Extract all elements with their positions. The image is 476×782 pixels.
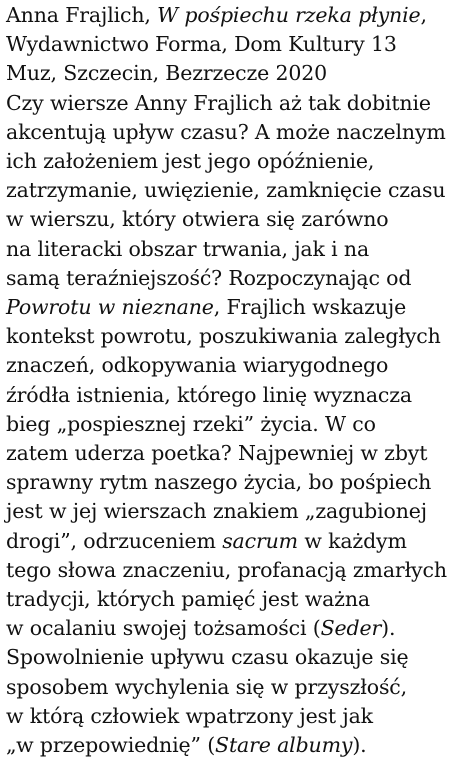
- text-segment: sposobem wychylenia się w przyszłość,: [6, 674, 408, 699]
- text-line: [6, 497, 474, 526]
- italic-text-segment: Powrotu w nieznane: [6, 295, 214, 320]
- text-segment: , Frajlich wskazuje: [213, 295, 407, 320]
- text-line: [6, 614, 474, 643]
- text-segment: sprawny rytm naszego życia, bo pośpiech: [6, 470, 432, 495]
- text-segment: „w przepowiednię” (: [6, 733, 216, 758]
- text-line: [6, 351, 474, 380]
- text-line: [6, 205, 474, 234]
- text-segment: w wierszu, który otwiera się zarówno: [6, 207, 389, 232]
- text-segment: samą teraźniejszość? Rozpoczynając od: [6, 265, 412, 290]
- text-segment: ).: [352, 733, 367, 758]
- text-line: [6, 673, 474, 702]
- text-segment: kontekst powrotu, poszukiwania zaległych: [6, 324, 441, 349]
- text-segment: Spowolnienie upływu czasu okazuje się: [6, 645, 409, 670]
- text-segment: Muz, Szczecin, Bezrzecze 2020: [6, 61, 328, 86]
- text-segment: Czy wiersze Anny Frajlich aż tak dobitnie: [6, 90, 431, 115]
- text-segment: ich założeniem jest jego opóźnienie,: [6, 149, 375, 174]
- text-segment: źródła istnienia, którego linię wyznacza: [6, 382, 412, 407]
- text-line: [6, 322, 474, 351]
- italic-text-segment: sacrum: [222, 528, 298, 553]
- text-segment: tradycji, których pamięć jest ważna: [6, 587, 370, 612]
- text-segment: zatrzymanie, uwięzienie, zamknięcie czasu: [6, 178, 446, 203]
- text-line: [6, 176, 474, 205]
- text-segment: znaczeń, odkopywania wiarygodnego: [6, 353, 389, 378]
- text-line: [6, 731, 474, 760]
- text-segment: na literacki obszar trwania, jak i na: [6, 236, 370, 261]
- text-segment: bieg „pospiesznej rzeki” życia. W co: [6, 411, 376, 436]
- text-line: [6, 702, 474, 731]
- text-line: [6, 643, 474, 672]
- text-line: [6, 439, 474, 468]
- text-line: [6, 147, 474, 176]
- text-line: [6, 30, 474, 59]
- text-segment: w ocalaniu swojej tożsamości (: [6, 616, 321, 641]
- text-segment: tego słowa znaczeniu, profanacją zmarłych: [6, 557, 447, 582]
- text-segment: Anna Frajlich,: [6, 3, 158, 27]
- text-line: [6, 468, 474, 497]
- text-line: [6, 410, 474, 439]
- text-line: [6, 118, 474, 147]
- text-line: [6, 264, 474, 293]
- italic-text-segment: Seder: [320, 616, 382, 641]
- text-segment: zatem uderza poetka? Najpewniej w zbyt: [6, 441, 428, 466]
- text-line: [6, 59, 474, 88]
- text-segment: Wydawnictwo Forma, Dom Kultury 13: [6, 32, 397, 57]
- italic-text-segment: W pośpiechu rzeka płynie: [157, 3, 421, 27]
- text-segment: w którą człowiek wpatrzony jest jak: [6, 703, 373, 728]
- text-line: [6, 235, 474, 264]
- text-line: [6, 556, 474, 585]
- text-line: [6, 381, 474, 410]
- italic-text-segment: Stare albumy: [215, 733, 353, 758]
- text-segment: drogi”, odrzuceniem: [6, 528, 223, 553]
- text-line: [6, 293, 474, 322]
- article-text: [6, 1, 474, 760]
- text-segment: jest w jej wierszach znakiem „zagubionej: [6, 499, 427, 524]
- text-line: [6, 527, 474, 556]
- text-segment: ).: [381, 616, 396, 641]
- text-line: [6, 585, 474, 614]
- text-segment: ,: [420, 3, 427, 27]
- text-line: [6, 1, 474, 30]
- text-segment: w każdym: [297, 528, 407, 553]
- text-line: [6, 89, 474, 118]
- text-segment: akcentują upływ czasu? A może naczelnym: [6, 119, 446, 144]
